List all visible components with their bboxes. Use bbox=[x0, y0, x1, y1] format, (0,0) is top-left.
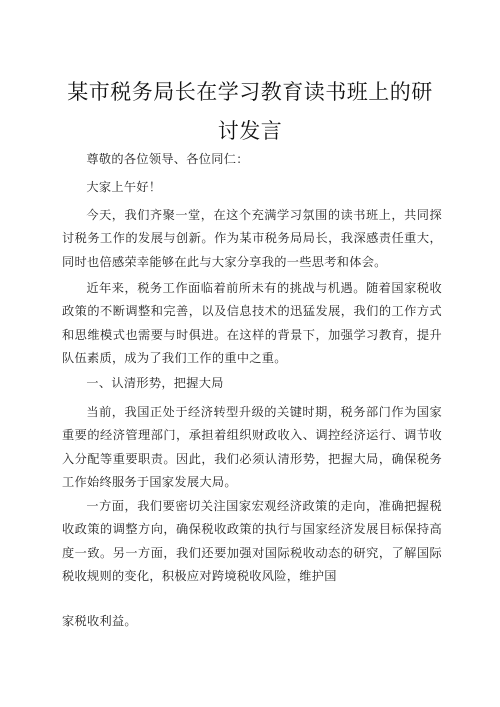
paragraph-background: 近年来，税务工作面临着前所未有的挑战与机遇。随着国家税收政策的不断调整和完善，以及信息技术的迅猛发展，我们的工作方式和思维模式也需要与时俱进。在这样的背景下，加强学习教育，提升队伍素质，成为了我们工作的重中之重。 bbox=[62, 281, 442, 366]
paragraph-policy: 一方面，我们要密切关注国家宏观经济政策的走向，准确把握税收政策的调整方向，确保税收政策的执行与国家经济发展目标保持高度一致。另一方面，我们还要加强对国际税收动态的研究，了解国际税收规则的变化，积极应对跨境税收风险，维护国 bbox=[62, 499, 442, 584]
greeting: 大家上午好！ bbox=[86, 180, 162, 194]
document-title-line-2: 讨发言 bbox=[217, 119, 283, 143]
paragraph-situation: 当前，我国正处于经济转型升级的关键时期，税务部门作为国家重要的经济管理部门，承担着组织财政收入、调控经济运行、调节收入分配等重要职责。因此，我们必须认清形势，把握大局，确保税务工作始终服务于国家发展大局。 bbox=[62, 405, 442, 490]
salutation: 尊敬的各位领导、各位同仁： bbox=[86, 152, 249, 166]
section-heading-1: 一、认清形势，把握大局 bbox=[86, 376, 224, 390]
paragraph-policy-tail: 家税收利益。 bbox=[62, 614, 137, 628]
paragraph-opening: 今天，我们齐聚一堂，在这个充满学习氛围的读书班上，共同探讨税务工作的发展与创新。作为某市税务局局长，我深感责任重大，同时也倍感荣幸能够在此与大家分享我的一些思考和体会。 bbox=[62, 208, 442, 269]
document-title-line-1: 某市税务局长在学习教育读书班上的研 bbox=[67, 80, 433, 104]
